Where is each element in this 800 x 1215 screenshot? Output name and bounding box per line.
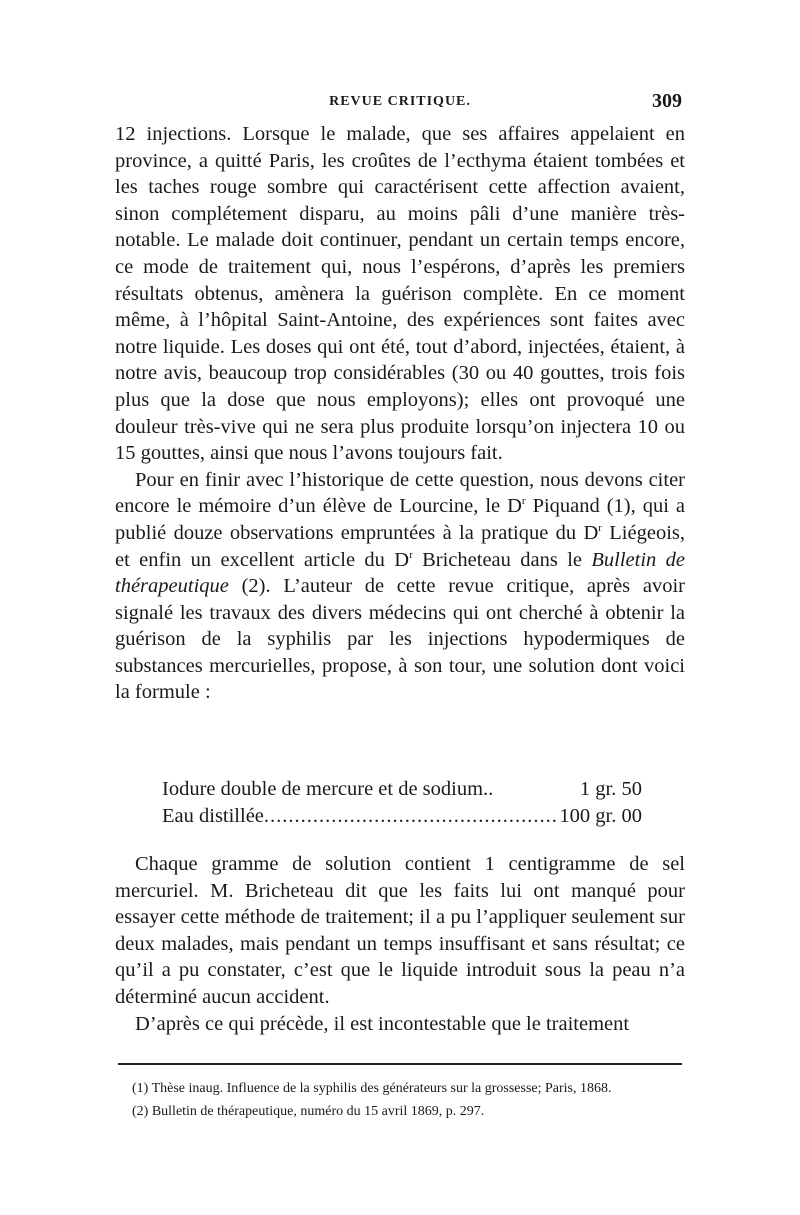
page-number: 309 <box>652 90 682 112</box>
leader-dots <box>264 803 560 830</box>
journal-title-italic: Bulletin de thérapeutique <box>115 548 685 598</box>
formula-block <box>162 776 642 829</box>
superscript-r: r <box>409 548 413 561</box>
paragraph-3: Chaque gramme de solution contient 1 centigramme de sel mercuriel. M. Bricheteau dit que les faits lui ont manqué pour essayer cette méthode de traitement; il a pu l’appliquer seulement sur deux malades, mais pendant un temps insuffisant et sans résultat; ce qu’il a pu constater, c’est que le liquide introduit sous la peau n’a déterminé aucun accident. <box>115 853 685 1008</box>
footnotes <box>118 1079 682 1125</box>
formula-quantity: 1 gr. 50 <box>579 778 642 800</box>
paragraph-4: D’après ce qui précède, il est incontestable que le traitement <box>135 1012 630 1035</box>
formula-quantity: 100 gr. 00 <box>559 804 642 827</box>
superscript-r: r <box>598 522 602 535</box>
body-text-top <box>115 121 685 706</box>
footnote-2: (2) Bulletin de thérapeutique, numéro du 15 avril 1869, p. 297. <box>132 1104 485 1119</box>
running-title: REVUE CRITIQUE. <box>329 94 471 109</box>
paragraph-2 <box>115 467 685 706</box>
superscript-r: r <box>521 495 526 508</box>
formula-ingredient: Eau distillée <box>162 804 264 827</box>
body-text-bottom <box>115 851 685 1037</box>
paragraph-2-part-a: Pour en finir avec l’historique de cette question, nous devons citer encore le mémoire d’un élève de Lourcine, le D <box>115 468 685 518</box>
formula-row <box>162 803 642 830</box>
footnote-rule <box>118 1063 682 1065</box>
formula-row <box>162 776 642 803</box>
paragraph-2-part-c: Liégeois, et enfin un excellent article du D <box>115 521 685 571</box>
footnote-1: (1) Thèse inaug. Influence de la syphilis des générateurs sur la grossesse; Paris, 1868. <box>132 1081 612 1096</box>
formula-ingredient: Iodure double de mercure et de sodium.. <box>162 778 494 800</box>
paragraph-2-part-b: Piquand (1), qui a publié douze observations empruntées à la pratique du D <box>115 495 685 544</box>
paragraph-2-part-e: (2). L’auteur de cette revue critique, après avoir signalé les travaux des divers médecins qui ont cherché à obtenir la guérison de la syphilis par les injections hypodermiques de substances mercurielles, propose, à son tour, une solution dont voici la formule : <box>115 575 685 704</box>
paragraph-1: 12 injections. Lorsque le malade, que ses affaires appelaient en province, a quitté Paris, les croûtes de l’ecthyma étaient tombées et les taches rouge sombre qui caractérisent cette affection avaient, sinon complétement disparu, au moins pâli d’une manière très-notable. Le malade doit continuer, pendant un certain temps encore, ce mode de traitement qui, nous l’espérons, d’après les premiers résultats obtenus, amènera la guérison complète. En ce moment même, à l’hôpital Saint-Antoine, des expériences sont faites avec notre liquide. Les doses qui ont été, tout d’abord, injectées, étaient, à notre avis, beaucoup trop considérables (30 ou 40 gouttes, trois fois plus que la dose que nous employons); elles ont provoqué une douleur très-vive qui ne sera plus produite lorsqu’on injectera 10 ou 15 gouttes, ainsi que nous l’avons toujours fait. <box>115 123 685 465</box>
page-header <box>0 90 800 120</box>
paragraph-2-part-d: Bricheteau dans le <box>412 548 592 571</box>
